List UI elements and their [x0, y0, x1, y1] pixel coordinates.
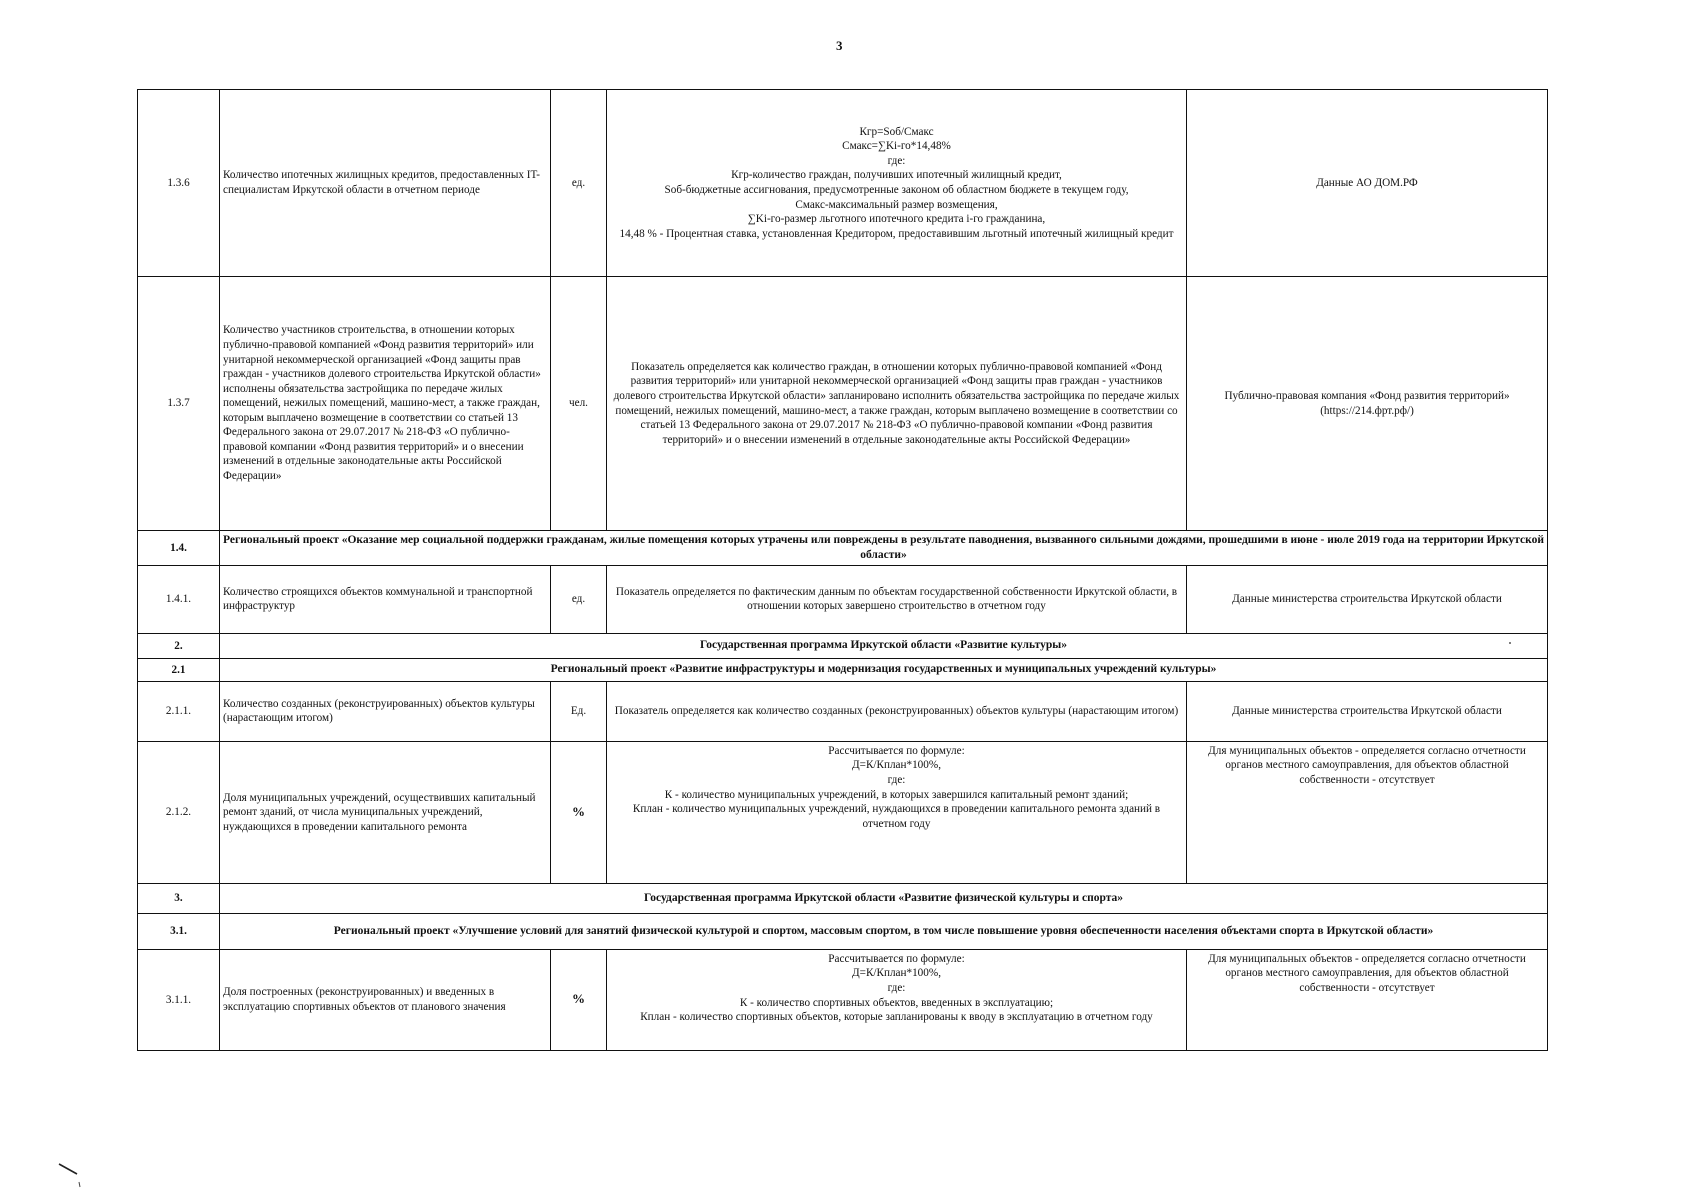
calculation-method: Показатель определяется как количество граждан, в отношении которых публично-правовой компанией «Фонд развития территорий» или унитарной некоммерческой организацией «Фонд защиты прав граждан - участников долевого строительства Иркутской области» запланировано исполнить обязательства застройщика по передаче жилых помещений, нежилых помещений, машино-мест, а также граждан, которым выплачено возмещение в соответствии со статьей 13 Федерального закона от 29.07.2017 № 218-ФЗ «О публично-правовой компании «Фонд развития территорий» и о внесении изменений в отдельные законодательные акты Российской Федерации» [607, 277, 1187, 531]
data-source: Для муниципальных объектов - определяется согласно отчетности органов местного самоуправления, для объектов областной собственности - отсутствует [1187, 949, 1548, 1050]
indicator-name: Доля построенных (реконструированных) и введенных в эксплуатацию спортивных объектов от планового значения [220, 949, 551, 1050]
method-line: Кгр-количество граждан, получивших ипотечный жилищный кредит, [731, 169, 1062, 182]
data-source: Данные министерства строительства Иркутской области [1187, 681, 1548, 741]
section-title: Региональный проект «Улучшение условий для занятий физической культурой и спортом, массовым спортом, в том числе повышение уровня обеспеченности населения объектами спорта в Иркутской области» [220, 913, 1548, 949]
method-line: 14,48 % - Процентная ставка, установленная Кредитором, предоставившим льготный ипотечный жилищный кредит [619, 227, 1174, 240]
table-row [138, 277, 1548, 531]
row-number: 1.4.1. [138, 565, 220, 633]
indicator-name: Количество строящихся объектов коммунальной и транспортной инфраструктур [220, 565, 551, 633]
data-source: Публично-правовая компания «Фонд развития территорий» (https://214.фрт.рф/) [1187, 277, 1548, 531]
method-line: Рассчитывается по формуле: [828, 744, 965, 757]
scan-artifact-mark [55, 1160, 95, 1188]
table-row [138, 949, 1548, 1050]
method-line: К - количество муниципальных учреждений, в которых завершился капитальный ремонт зданий; [664, 788, 1129, 801]
row-number: 1.4. [138, 531, 220, 566]
method-line: Кплан - количество спортивных объектов, которые запланированы к вводу в эксплуатацию в отчетном году [640, 1011, 1153, 1024]
row-number: 2. [138, 633, 220, 658]
unit-of-measure: чел. [551, 277, 607, 531]
section-title: Региональный проект «Оказание мер социальной поддержки гражданам, жилые помещения которых утрачены или повреждены в результате паводнения, вызванного сильными дождями, прошедшими в июне - июле 2019 года на территории Иркутской области» [220, 531, 1548, 566]
data-source: Данные министерства строительства Иркутской области [1187, 565, 1548, 633]
unit-of-measure: % [551, 741, 607, 883]
unit-of-measure: ед. [551, 565, 607, 633]
calculation-method: Показатель определяется по фактическим данным по объектам государственной собственности Иркутской области, в отношении которых завершено строительство в отчетном году [607, 565, 1187, 633]
indicator-name: Количество ипотечных жилищных кредитов, предоставленных IT-специалистам Иркутской области в отчетном периоде [220, 90, 551, 277]
unit-of-measure: % [551, 949, 607, 1050]
method-line: ∑Ki-го-размер льготного ипотечного кредита i-го гражданина, [747, 213, 1046, 226]
unit-of-measure: ед. [551, 90, 607, 277]
table-row [138, 531, 1548, 566]
data-source: Данные АО ДОМ.РФ [1187, 90, 1548, 277]
scan-artifact-dot [1506, 640, 1514, 646]
row-number: 3.1. [138, 913, 220, 949]
calculation-method [607, 741, 1187, 883]
method-line: Смакс=∑Ki-го*14,48% [842, 140, 951, 153]
row-number: 3.1.1. [138, 949, 220, 1050]
indicator-name: Количество созданных (реконструированных) объектов культуры (нарастающим итогом) [220, 681, 551, 741]
method-line: Рассчитывается по формуле: [828, 952, 965, 965]
row-number: 1.3.6 [138, 90, 220, 277]
method-line: Смакс-максимальный размер возмещения, [795, 198, 998, 211]
method-line: Кплан - количество муниципальных учреждений, нуждающихся в проведении капитального ремонта зданий в отчетном году [632, 803, 1161, 830]
calculation-method [607, 949, 1187, 1050]
method-line: Д=К/Кплан*100%, [852, 759, 941, 772]
section-title: Государственная программа Иркутской области «Развитие физической культуры и спорта» [220, 883, 1548, 913]
method-line: К - количество спортивных объектов, введенных в эксплуатацию; [739, 996, 1054, 1009]
unit-of-measure: Ед. [551, 681, 607, 741]
method-line: Sоб-бюджетные ассигнования, предусмотренные законом об областном бюджете в текущем году, [664, 184, 1129, 196]
section-title: Государственная программа Иркутской области «Развитие культуры» [220, 633, 1548, 658]
row-number: 3. [138, 883, 220, 913]
row-number: 2.1 [138, 658, 220, 681]
calculation-method [607, 90, 1187, 277]
indicator-name: Доля муниципальных учреждений, осуществивших капитальный ремонт зданий, от числа муниципальных учреждений, нуждающихся в проведении капитального ремонта [220, 741, 551, 883]
table-row [138, 741, 1548, 883]
page-number: 3 [836, 38, 843, 53]
method-line: где: [887, 774, 906, 786]
calculation-method: Показатель определяется как количество созданных (реконструированных) объектов культуры (нарастающим итогом) [607, 681, 1187, 741]
section-title: Региональный проект «Развитие инфраструктуры и модернизация государственных и муниципальных учреждений культуры» [220, 658, 1548, 681]
row-number: 2.1.1. [138, 681, 220, 741]
method-line: Кгр=Sоб/Смакс [859, 125, 934, 138]
table-row [138, 681, 1548, 741]
table-row [138, 565, 1548, 633]
method-line: где: [887, 154, 906, 167]
method-line: где: [887, 982, 906, 994]
indicators-table [137, 89, 1548, 1051]
row-number: 1.3.7 [138, 277, 220, 531]
table-row [138, 90, 1548, 277]
data-source: Для муниципальных объектов - определяется согласно отчетности органов местного самоуправления, для объектов областной собственности - отсутствует [1187, 741, 1548, 883]
table-row [138, 883, 1548, 913]
table-row [138, 633, 1548, 658]
row-number: 2.1.2. [138, 741, 220, 883]
method-line: Д=К/Кплан*100%, [852, 967, 941, 980]
table-row [138, 913, 1548, 949]
table-row [138, 658, 1548, 681]
indicator-name: Количество участников строительства, в отношении которых публично-правовой компанией «Фонд развития территорий» или унитарной некоммерческой организацией «Фонд защиты прав граждан - участников долевого строительства Иркутской области» исполнены обязательства застройщика по передаче жилых помещений, нежилых помещений, машино-мест, а также граждан, которым выплачено возмещение в соответствии со статьей 13 Федерального закона от 29.07.2017 № 218-ФЗ «О публично-правовой компании «Фонд развития территорий» и о внесении изменений в отдельные законодательные акты Российской Федерации» [220, 277, 551, 531]
